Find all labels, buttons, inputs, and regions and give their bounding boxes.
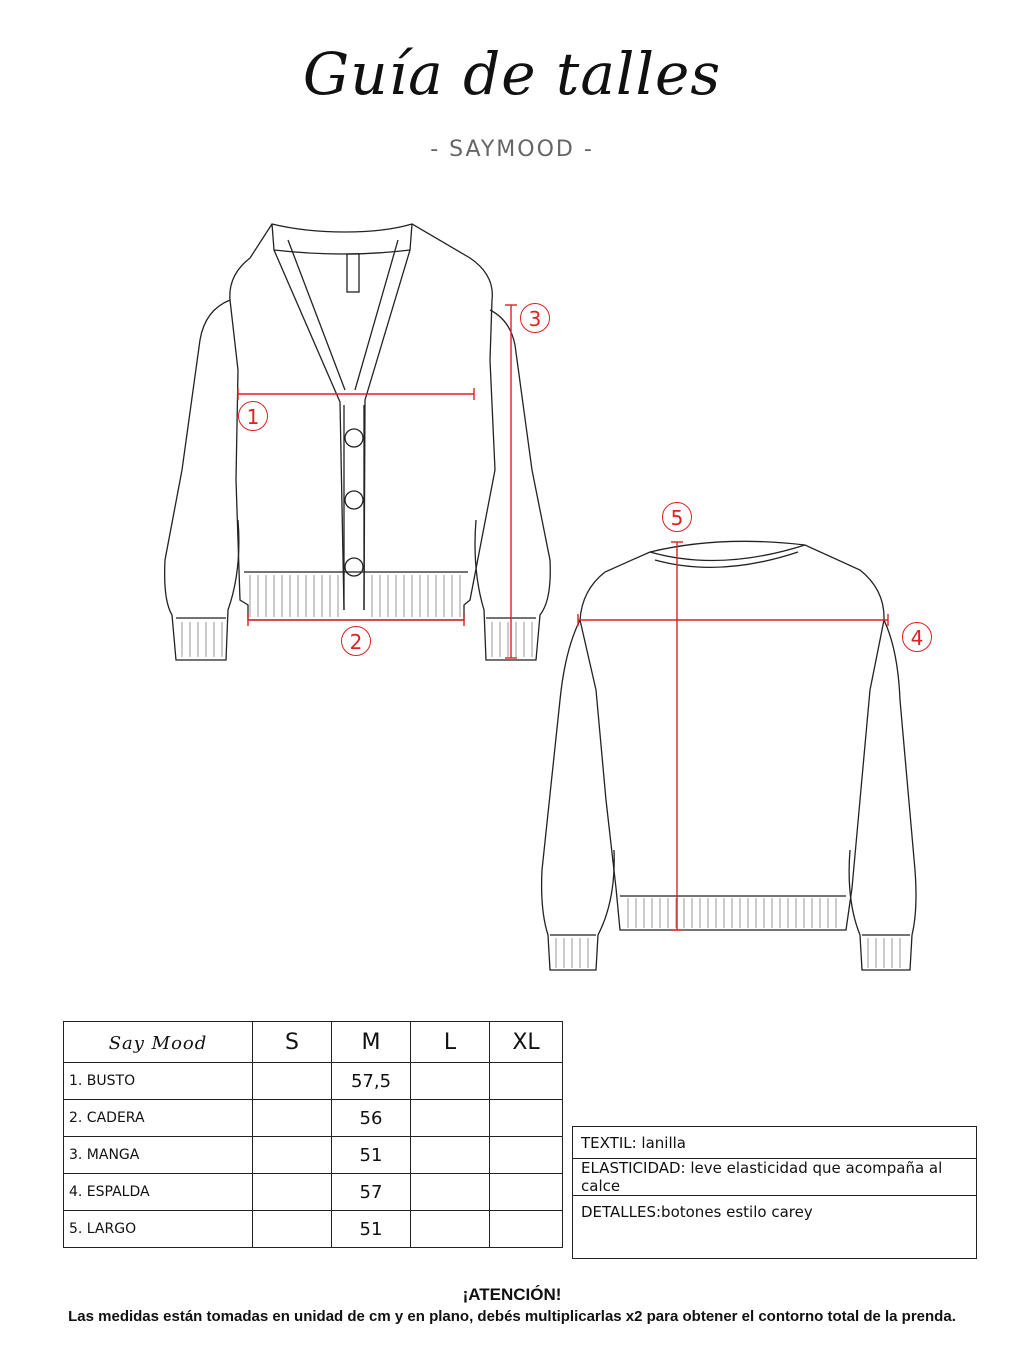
measure-label-largo: 5	[662, 502, 692, 532]
cell-value	[490, 1174, 563, 1211]
table-row	[64, 1174, 563, 1211]
attention-text: Las medidas están tomadas en unidad de cm y en plano, debés multiplicarlas x2 para obtener el contorno total de la prenda.	[68, 1308, 956, 1325]
col-header: S	[253, 1022, 332, 1063]
cell-value	[253, 1063, 332, 1100]
cell-value: 57,5	[332, 1063, 411, 1100]
cell-value	[490, 1137, 563, 1174]
cell-value	[411, 1100, 490, 1137]
info-table	[572, 1126, 977, 1259]
measurement-lines	[238, 305, 888, 930]
cell-value: 51	[332, 1211, 411, 1248]
brand-subtitle: - SAYMOOD -	[430, 137, 594, 162]
cell-value	[411, 1063, 490, 1100]
cell-value	[253, 1211, 332, 1248]
cell-value	[411, 1174, 490, 1211]
cell-value	[490, 1063, 563, 1100]
measure-label-cadera: 2	[341, 626, 371, 656]
cell-value: 56	[332, 1100, 411, 1137]
row-label: 2. CADERA	[64, 1100, 253, 1137]
cell-value	[490, 1100, 563, 1137]
table-row	[64, 1211, 563, 1248]
info-detalles: DETALLES:botones estilo carey	[573, 1196, 977, 1259]
info-elasticidad: ELASTICIDAD: leve elasticidad que acompaña al calce	[573, 1159, 977, 1196]
size-table-header	[64, 1022, 563, 1063]
brand-logo: Say Mood	[108, 1032, 208, 1054]
cell-value	[253, 1174, 332, 1211]
back-sweater-drawing	[542, 541, 916, 970]
info-textil: TEXTIL: lanilla	[573, 1127, 977, 1159]
table-row	[64, 1063, 563, 1100]
attention-title: ¡ATENCIÓN!	[462, 1285, 562, 1304]
page-title: Guía de talles	[302, 40, 722, 108]
cell-value: 51	[332, 1137, 411, 1174]
row-label: 4. ESPALDA	[64, 1174, 253, 1211]
table-row	[64, 1100, 563, 1137]
col-header: M	[332, 1022, 411, 1063]
row-label: 1. BUSTO	[64, 1063, 253, 1100]
col-header: L	[411, 1022, 490, 1063]
measure-label-busto: 1	[238, 401, 268, 431]
cell-value	[253, 1100, 332, 1137]
row-label: 5. LARGO	[64, 1211, 253, 1248]
size-table	[63, 1021, 563, 1248]
front-cardigan-drawing	[165, 224, 551, 660]
cell-value	[490, 1211, 563, 1248]
measure-label-espalda: 4	[902, 622, 932, 652]
row-label: 3. MANGA	[64, 1137, 253, 1174]
cell-value	[411, 1211, 490, 1248]
measure-label-manga: 3	[520, 303, 550, 333]
cell-value	[411, 1137, 490, 1174]
table-row	[64, 1137, 563, 1174]
cell-value	[253, 1137, 332, 1174]
brand-logo-cell	[64, 1022, 253, 1063]
col-header: XL	[490, 1022, 563, 1063]
cell-value: 57	[332, 1174, 411, 1211]
